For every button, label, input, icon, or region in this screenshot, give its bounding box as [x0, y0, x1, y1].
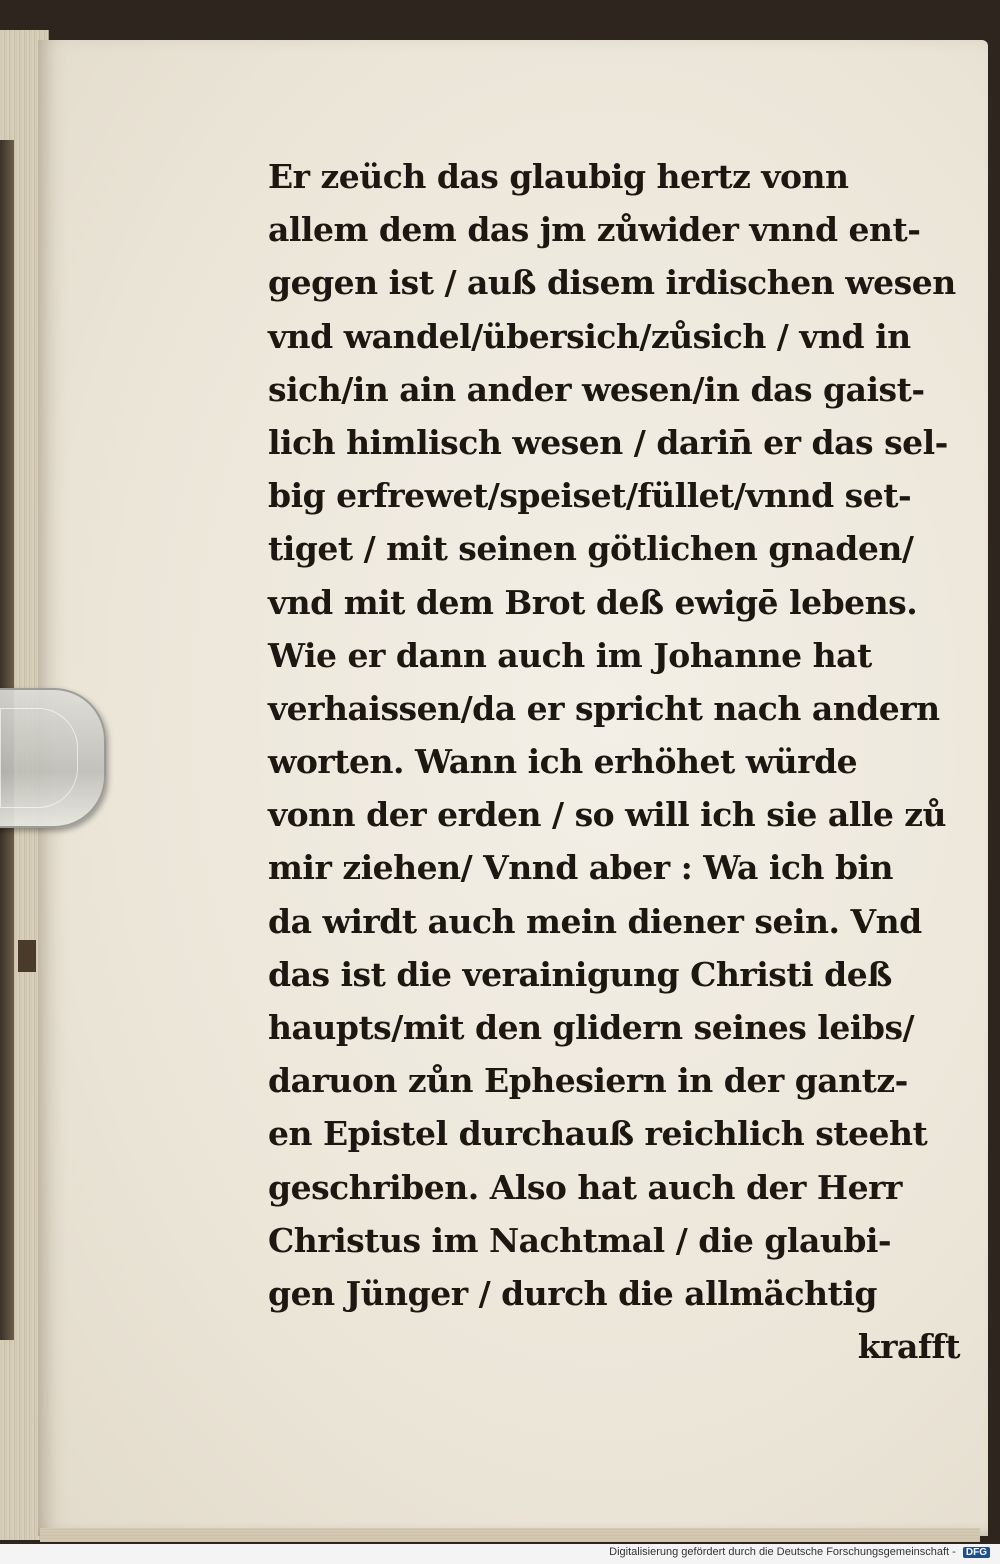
footer-credit-text: Digitalisierung gefördert durch die Deutsche Forschungsgemeinschaft -	[609, 1546, 956, 1558]
text-line: big erfrewet/speiset/füllet/vnnd set-	[268, 476, 912, 516]
text-line: Er zeüch das glaubig hertz vonn	[268, 157, 849, 196]
text-line: allem dem das jm zůwider vnnd ent-	[268, 210, 921, 250]
text-line: Christus im Nachtmal / die glaubi-	[268, 1220, 892, 1260]
text-line: sich/in ain ander wesen/in das gaist-	[268, 369, 925, 409]
page-text	[268, 150, 968, 1373]
footer-credit	[609, 1546, 990, 1558]
text-line: vonn der erden / so will ich sie alle zů	[268, 795, 947, 835]
text-line: lich himlisch wesen / darin̄ er das sel-	[268, 422, 948, 462]
book-bottom-edges	[40, 1528, 980, 1542]
text-line: geschriben. Also hat auch der Herr	[268, 1167, 902, 1207]
text-line: Wie er dann auch im Johanne hat	[268, 635, 872, 675]
text-line: verhaissen/da er spricht nach andern	[268, 688, 940, 728]
text-line: vnd mit dem Brot deß ewigē lebens.	[268, 582, 918, 622]
page-clip	[0, 688, 106, 828]
page-tab-marker	[18, 940, 36, 972]
text-line: worten. Wann ich erhöhet würde	[268, 742, 858, 782]
text-line: haupts/mit den glidern seines leibs/	[268, 1008, 915, 1047]
page-clip-highlight	[0, 708, 78, 808]
text-line: daruon zůn Ephesiern in der gantz-	[268, 1061, 908, 1101]
footer-bar	[0, 1544, 1000, 1564]
text-line: mir ziehen/ Vnnd aber : Wa ich bin	[268, 848, 894, 888]
text-line: da wirdt auch mein diener sein. Vnd	[268, 901, 922, 941]
text-line: gen Jünger / durch die allmächtig	[268, 1273, 877, 1313]
text-line: vnd wandel/übersich/zůsich / vnd in	[268, 316, 911, 356]
dfg-logo-icon: DFG	[963, 1547, 990, 1558]
text-line: tiget / mit seinen götlichen gnaden/	[268, 529, 914, 569]
text-line: en Epistel durchauß reichlich steeht	[268, 1114, 928, 1154]
catchword: krafft	[857, 1327, 960, 1367]
text-line: gegen ist / auß disem irdischen wesen	[268, 263, 956, 303]
text-line: das ist die verainigung Christi deß	[268, 954, 892, 994]
